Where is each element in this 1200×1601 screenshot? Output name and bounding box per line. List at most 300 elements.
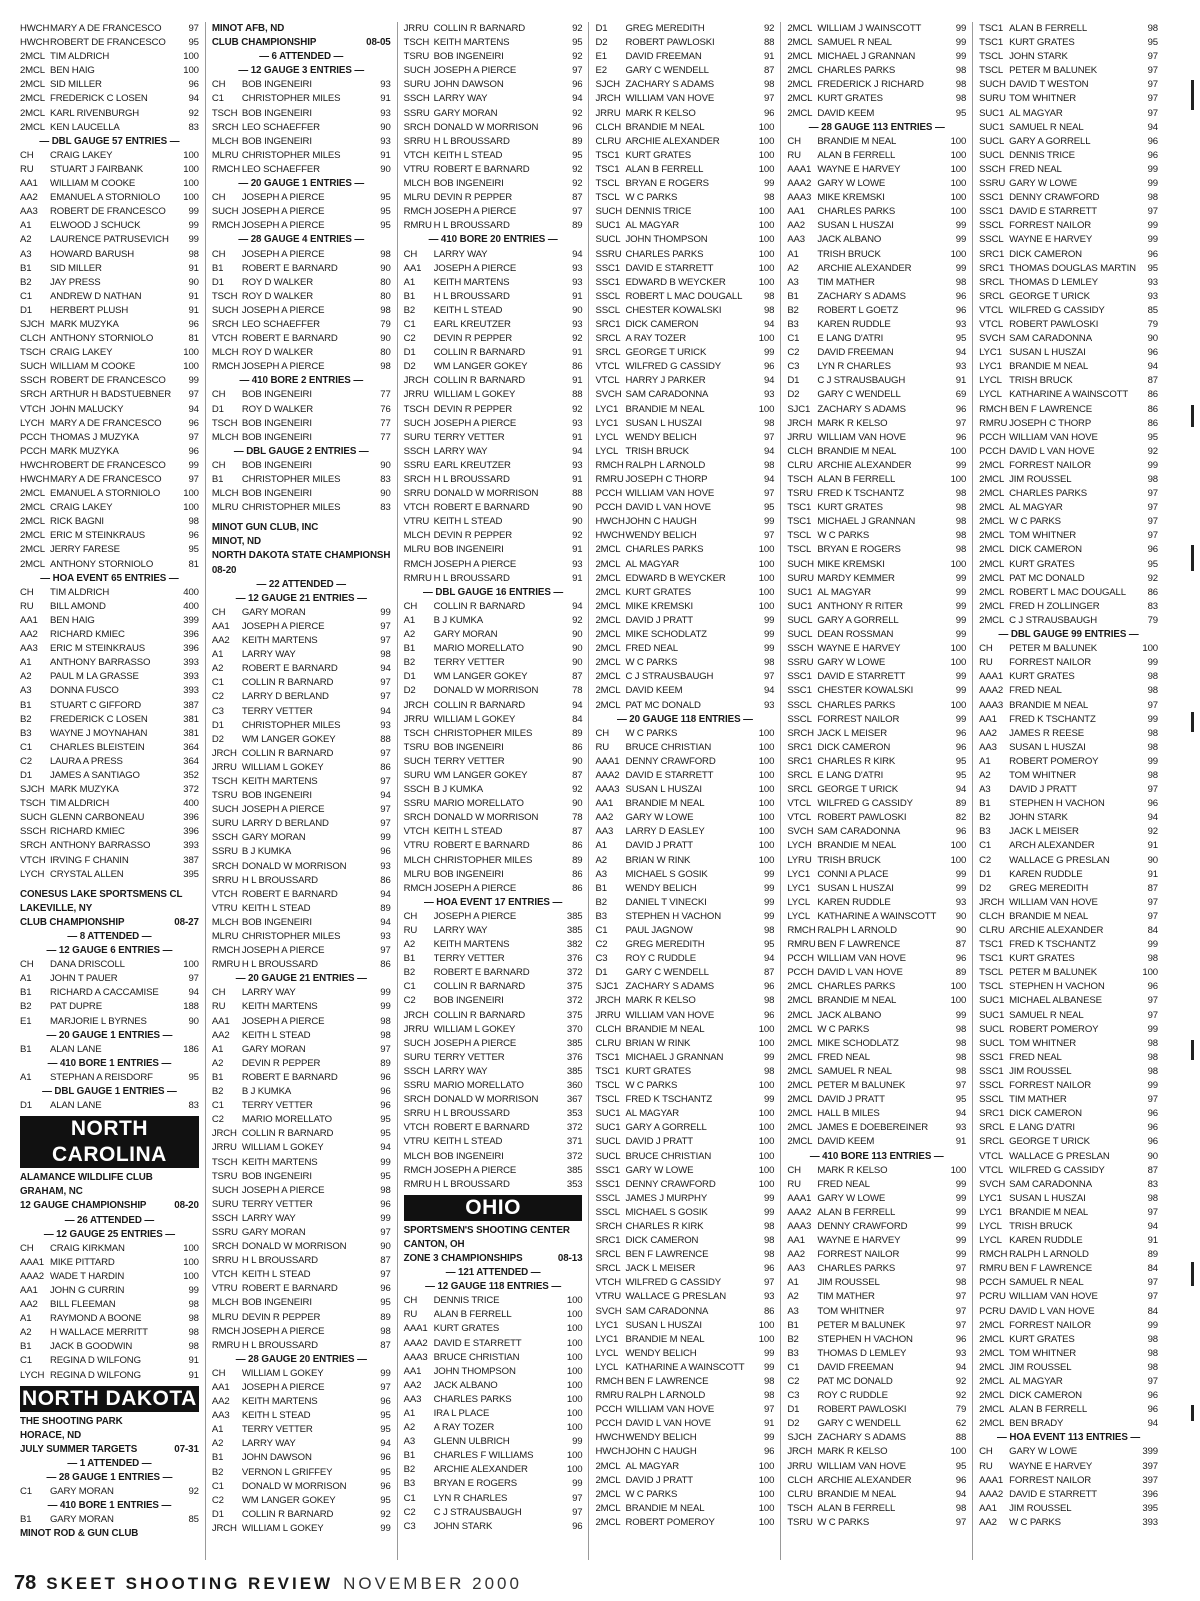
- score: 94: [763, 375, 775, 387]
- shooter-name: GARY MORAN: [241, 832, 306, 844]
- result-row: [787, 896, 966, 910]
- result-row: [979, 684, 1158, 698]
- shooter-name: DAVID L VAN HOVE: [625, 502, 711, 514]
- class-code: A1: [20, 1313, 32, 1325]
- class-code: AA2: [979, 727, 997, 739]
- shooter-name: KEITH L STEAD: [433, 826, 503, 838]
- score: 100: [566, 1323, 583, 1335]
- class-code: SSCL: [595, 304, 620, 316]
- class-code: RMCH: [211, 220, 241, 232]
- class-code: JRCH: [595, 93, 621, 105]
- class-code: VTRU: [403, 840, 430, 852]
- class-code: JRRU: [211, 1142, 237, 1154]
- club-header: [20, 1527, 199, 1541]
- result-row: [404, 1121, 583, 1135]
- shooter-name: ROY D WALKER: [241, 403, 314, 415]
- class-code: RMCH: [211, 945, 241, 957]
- shooter-name: CHARLES BLEISTEIN: [50, 741, 145, 753]
- class-code: SRCL: [595, 1263, 621, 1275]
- class-code: 2MCL: [979, 572, 1005, 584]
- shooter-name: LARRY WAY: [241, 1212, 296, 1224]
- shooter-name: ZACHARY S ADAMS: [817, 1432, 906, 1444]
- class-code: C3: [787, 1390, 800, 1402]
- result-row: [787, 966, 966, 980]
- result-row: [20, 741, 199, 755]
- score: 96: [380, 1198, 391, 1210]
- class-code: CH: [20, 959, 34, 971]
- shooter-name: LEO SCHAEFFER: [241, 318, 320, 330]
- class-code: 2MCL: [595, 544, 621, 556]
- shooter-name: ROY C RUDDLE: [625, 953, 697, 965]
- class-code: A3: [20, 248, 32, 260]
- shooter-name: H L BROUSSARD: [241, 1255, 318, 1267]
- class-code: VTRU: [403, 163, 430, 175]
- result-row: [787, 811, 966, 825]
- shooter-name: ROY D WALKER: [241, 276, 314, 288]
- score: 91: [380, 93, 391, 105]
- event-header: — 22 ATTENDED —: [256, 578, 346, 590]
- event-header: — 20 GAUGE 21 ENTRIES —: [235, 973, 367, 985]
- result-row: [212, 1113, 391, 1127]
- class-code: JRRU: [595, 107, 621, 119]
- result-row: [979, 1445, 1158, 1459]
- shooter-name: MIKE KREMSKI: [625, 600, 693, 612]
- shooter-name: BOB INGENEIRI: [433, 741, 504, 753]
- score: 97: [763, 1277, 775, 1289]
- score: 352: [183, 769, 199, 781]
- result-row: [595, 1192, 774, 1206]
- result-row: [20, 600, 199, 614]
- score: 97: [1147, 1376, 1158, 1387]
- club-header-text: 12 GAUGE CHAMPIONSHIP: [20, 1200, 147, 1212]
- result-row: [979, 938, 1158, 952]
- class-code: VTCL: [787, 798, 812, 810]
- shooter-name: ROBERT E BARNARD: [433, 163, 530, 175]
- event-header: — 410 BORE 113 ENTRIES —: [809, 1150, 944, 1162]
- shooter-name: EARL KREUTZER: [433, 318, 511, 330]
- score: 98: [955, 1277, 967, 1289]
- class-code: AA3: [20, 206, 38, 218]
- class-code: SSCH: [211, 832, 238, 844]
- score: 100: [183, 1242, 199, 1254]
- shooter-name: RALPH L ARNOLD: [625, 1390, 706, 1402]
- shooter-name: H L BROUSSARD: [433, 1108, 510, 1120]
- class-code: SVCH: [979, 1178, 1006, 1190]
- shooter-name: BEN F LAWRENCE: [625, 1376, 709, 1387]
- shooter-name: MARIO MORELLATO: [433, 1080, 524, 1092]
- class-code: SRCL: [979, 1136, 1005, 1148]
- class-code: CH: [20, 149, 34, 161]
- result-row: [787, 332, 966, 346]
- shooter-name: GARY MORAN: [241, 1226, 306, 1238]
- result-row: [212, 1395, 391, 1409]
- shooter-name: ZACHARY S ADAMS: [817, 290, 906, 302]
- shooter-name: GARY A GORRELL: [817, 614, 899, 626]
- score: 99: [763, 1432, 775, 1444]
- class-code: SRCL: [787, 784, 813, 796]
- result-row: [979, 36, 1158, 50]
- result-row: [787, 656, 966, 670]
- result-row: [595, 825, 774, 839]
- shooter-name: WILFRED G CASSIDY: [625, 361, 722, 373]
- class-code: 2MCL: [595, 1488, 621, 1500]
- class-code: B1: [211, 1452, 224, 1464]
- result-row: [20, 769, 199, 783]
- shooter-name: MARK MUZYKA: [50, 445, 119, 457]
- score: 99: [763, 614, 775, 626]
- shooter-name: THOMAS J MUZYKA: [50, 431, 139, 443]
- score: 94: [955, 347, 967, 359]
- shooter-name: REGINA D WILFONG: [50, 1355, 141, 1367]
- score: 100: [950, 981, 967, 993]
- class-code: A1: [20, 1071, 32, 1083]
- class-code: SRCH: [20, 389, 47, 401]
- score: 367: [566, 1094, 583, 1106]
- class-code: AAA2: [787, 178, 812, 190]
- score: 87: [763, 967, 775, 979]
- shooter-name: DICK CAMERON: [1009, 1108, 1082, 1120]
- class-code: A1: [979, 755, 991, 767]
- score: 93: [572, 417, 583, 429]
- class-code: 2MCL: [979, 586, 1005, 598]
- score: 98: [1147, 953, 1158, 965]
- class-code: SSCH: [787, 643, 814, 655]
- class-code: SRC1: [979, 1108, 1005, 1120]
- event-header: — 28 GAUGE 113 ENTRIES —: [808, 121, 945, 133]
- result-row: [595, 854, 774, 868]
- shooter-name: KEITH MARTENS: [241, 775, 318, 787]
- class-code: TSRU: [787, 488, 813, 500]
- result-row: [20, 727, 199, 741]
- class-code: RU: [403, 925, 418, 936]
- class-code: A1: [403, 1408, 416, 1419]
- class-code: 2MCL: [595, 1516, 621, 1528]
- result-row: [212, 1127, 391, 1141]
- score: 96: [763, 981, 775, 993]
- result-row: [212, 121, 391, 135]
- result-row: [212, 1057, 391, 1071]
- event-header: — 12 GAUGE 118 ENTRIES —: [425, 1281, 562, 1293]
- score: 188: [183, 1001, 199, 1013]
- result-row: [212, 1184, 391, 1198]
- event-header: — DBL GAUGE 99 ENTRIES —: [998, 629, 1139, 641]
- result-row: [212, 1508, 391, 1522]
- class-code: CH: [979, 1446, 993, 1458]
- class-code: B1: [20, 1341, 32, 1353]
- shooter-name: W C PARKS: [1009, 516, 1061, 528]
- class-code: AAA2: [595, 769, 620, 781]
- shooter-name: HERBERT PLUSH: [50, 304, 129, 316]
- shooter-name: E LANG D'ATRI: [817, 333, 884, 345]
- result-row: [787, 403, 966, 417]
- score: 83: [188, 121, 199, 133]
- class-code: TSCH: [20, 798, 46, 810]
- shooter-name: GARY W LOWE: [1009, 178, 1077, 190]
- result-row: [212, 92, 391, 106]
- class-code: A3: [595, 868, 607, 880]
- score: 98: [955, 1065, 967, 1077]
- class-code: TSCH: [787, 1502, 813, 1514]
- score: 90: [1147, 854, 1158, 866]
- class-code: SRRU: [403, 488, 431, 500]
- shooter-name: W C PARKS: [625, 192, 678, 204]
- result-row: [787, 755, 966, 769]
- shooter-name: WAYNE E HARVEY: [817, 1235, 901, 1247]
- score: 93: [380, 79, 391, 91]
- result-row: [212, 1381, 391, 1395]
- class-code: 2MCL: [979, 530, 1005, 542]
- result-row: [979, 1234, 1158, 1248]
- result-row: [20, 811, 199, 825]
- shooter-name: KEITH MARTENS: [433, 939, 510, 951]
- shooter-name: MICHAEL ALBANESE: [1009, 995, 1102, 1007]
- class-code: MLCH: [403, 854, 431, 866]
- class-code: PCCH: [787, 953, 814, 965]
- event-header: — HOA EVENT 65 ENTRIES —: [40, 572, 179, 584]
- shooter-name: COLLIN R BARNARD: [433, 600, 526, 612]
- class-code: A1: [403, 276, 416, 288]
- score: 95: [188, 37, 199, 49]
- score: 100: [758, 812, 775, 824]
- class-code: A2: [403, 629, 416, 641]
- magazine-title: SKEET SHOOTING REVIEW: [46, 1574, 334, 1593]
- shooter-name: SUSAN L HUSZAI: [1009, 347, 1086, 359]
- class-code: VTRU: [595, 1291, 622, 1303]
- result-row: [20, 797, 199, 811]
- result-row: [595, 938, 774, 952]
- score: 99: [763, 896, 775, 908]
- score: 98: [955, 530, 967, 542]
- result-row: [20, 529, 199, 543]
- shooter-name: DICK CAMERON: [817, 741, 891, 753]
- class-code: 2MCL: [979, 600, 1005, 612]
- score: 90: [572, 304, 583, 316]
- shooter-name: DONALD W MORRISON: [433, 121, 539, 133]
- event-date: 08-05: [366, 37, 391, 49]
- shooter-name: ROY D WALKER: [241, 347, 314, 359]
- score: 92: [572, 403, 583, 415]
- result-row: [595, 656, 774, 670]
- shooter-name: CRYSTAL ALLEN: [50, 868, 124, 880]
- score: 95: [188, 1071, 199, 1083]
- class-code: 2MCL: [20, 502, 45, 514]
- shooter-name: JOSEPH A PIERCE: [241, 1015, 325, 1027]
- class-code: SSRU: [403, 107, 430, 119]
- score: 98: [1147, 727, 1158, 739]
- score: 94: [380, 790, 391, 802]
- class-code: D1: [403, 347, 416, 359]
- class-code: RMCH: [595, 459, 624, 471]
- shooter-name: CHRISTOPHER MILES: [433, 727, 533, 739]
- score: 99: [1147, 234, 1158, 246]
- result-row: [212, 205, 391, 219]
- result-row: [20, 755, 199, 769]
- shooter-name: DAVID FREEMAN: [817, 347, 894, 359]
- score: 91: [380, 149, 391, 161]
- class-code: SSCH: [20, 375, 47, 387]
- shooter-name: JOHN T PAUER: [50, 973, 118, 985]
- result-row: [979, 219, 1158, 233]
- score: 95: [1147, 37, 1158, 49]
- result-row: [20, 445, 199, 459]
- result-row: [404, 388, 583, 402]
- class-code: A1: [595, 840, 607, 852]
- score: 91: [1147, 868, 1158, 880]
- score: 94: [1147, 121, 1158, 133]
- score: 98: [188, 1341, 199, 1353]
- score: 397: [1142, 1460, 1158, 1472]
- shooter-name: TERRY VETTER: [433, 657, 505, 669]
- score: 84: [1147, 925, 1158, 936]
- event-header: — DBL GAUGE 16 ENTRIES —: [423, 586, 564, 598]
- result-row: [595, 670, 774, 684]
- score: 98: [1147, 1192, 1158, 1204]
- class-code: TSCL: [787, 544, 812, 556]
- class-code: 2MCL: [595, 1460, 621, 1472]
- class-code: 2MCL: [20, 121, 45, 133]
- result-row: [212, 431, 391, 445]
- result-row: [20, 868, 199, 882]
- shooter-name: HARRY J PARKER: [625, 375, 706, 387]
- score: 100: [758, 1150, 775, 1162]
- class-code: A1: [211, 1043, 224, 1055]
- shooter-name: WALLACE G PRESLAN: [1009, 1150, 1110, 1162]
- result-row: [979, 1417, 1158, 1431]
- shooter-name: ZACHARY S ADAMS: [625, 981, 715, 993]
- class-code: LYC1: [979, 347, 1002, 359]
- score: 99: [955, 459, 967, 471]
- shooter-name: GARY C WENDELL: [817, 389, 901, 401]
- score: 100: [950, 178, 967, 190]
- result-row: [787, 1290, 966, 1304]
- class-code: B3: [787, 318, 799, 330]
- shooter-name: FRED K TSCHANTZ: [817, 488, 904, 500]
- score: 396: [183, 629, 199, 641]
- class-code: SSCH: [403, 93, 430, 105]
- shooter-name: GARY C WENDELL: [625, 967, 709, 979]
- score: 95: [955, 1094, 967, 1106]
- shooter-name: WILLIAM J WAINSCOTT: [817, 23, 922, 34]
- shooter-name: GEORGE T URICK: [625, 347, 707, 359]
- shooter-name: TIM MATHER: [1009, 1094, 1067, 1106]
- shooter-name: MARIO MORELLATO: [241, 1114, 332, 1126]
- result-row: [595, 1445, 774, 1459]
- result-row: [595, 924, 774, 938]
- class-code: D2: [787, 1418, 800, 1430]
- score: 95: [188, 544, 199, 556]
- issue-date: NOVEMBER 2000: [343, 1574, 522, 1593]
- class-code: A2: [20, 1327, 32, 1339]
- result-row: [404, 374, 583, 388]
- class-code: 2MCL: [787, 1122, 813, 1134]
- score: 90: [380, 333, 391, 345]
- score: 99: [380, 987, 391, 999]
- class-code: CLRU: [787, 459, 813, 471]
- club-header: [212, 549, 391, 563]
- shooter-name: WENDY BELICH: [625, 431, 697, 443]
- result-row: [404, 572, 583, 586]
- class-code: AA1: [787, 206, 805, 218]
- result-row: [212, 318, 391, 332]
- shooter-name: KURT GRATES: [625, 586, 692, 598]
- result-row: [787, 248, 966, 262]
- shooter-name: ROBERT PAWLOSKI: [625, 37, 715, 49]
- score: 80: [380, 347, 391, 359]
- result-row: [787, 1121, 966, 1135]
- result-row: [595, 1460, 774, 1474]
- shooter-name: DEVIN R PEPPER: [433, 333, 513, 345]
- class-code: CH: [211, 248, 226, 260]
- result-row: [979, 121, 1158, 135]
- result-row: [212, 606, 391, 620]
- class-code: SUCL: [979, 1023, 1005, 1035]
- score: 95: [763, 502, 775, 514]
- result-row: [787, 1319, 966, 1333]
- score: 98: [380, 248, 391, 260]
- score: 92: [763, 23, 775, 34]
- score: 98: [763, 657, 775, 669]
- result-row: [404, 22, 583, 36]
- shooter-name: WENDY BELICH: [625, 882, 697, 894]
- class-code: C1: [211, 1100, 224, 1112]
- score: 98: [763, 290, 775, 302]
- class-code: CH: [211, 79, 226, 91]
- class-code: 2MCL: [979, 614, 1005, 626]
- score: 96: [380, 1452, 391, 1464]
- shooter-name: ROBERT POMEROY: [625, 1516, 715, 1528]
- score: 98: [955, 65, 967, 77]
- shooter-name: BRUCE CHRISTIAN: [625, 1150, 712, 1162]
- shooter-name: STEPHEN H VACHON: [1009, 798, 1105, 810]
- shooter-name: DICK CAMERON: [1009, 544, 1082, 556]
- shooter-name: CHRISTOPHER MILES: [241, 502, 341, 514]
- shooter-name: ALAN B FERRELL: [817, 1206, 896, 1218]
- score: 100: [758, 121, 775, 133]
- shooter-name: SUSAN L HUSZAI: [817, 882, 894, 894]
- shooter-name: TOM WHITNER: [1009, 93, 1077, 105]
- shooter-name: JOHN THOMPSON: [625, 234, 708, 246]
- shooter-name: ELWOOD J SCHUCK: [50, 220, 141, 232]
- class-code: SUC1: [979, 107, 1005, 119]
- club-header: [212, 22, 391, 36]
- result-row: [979, 1361, 1158, 1375]
- club-header-text: ALAMANCE WILDLIFE CLUB: [20, 1172, 153, 1184]
- score: 98: [763, 304, 775, 316]
- class-code: D2: [211, 733, 224, 745]
- score: 100: [758, 1502, 775, 1514]
- class-code: TSCH: [403, 37, 430, 49]
- result-row: [212, 930, 391, 944]
- result-row: [212, 149, 391, 163]
- score: 89: [955, 967, 967, 979]
- result-row: [404, 1135, 583, 1149]
- shooter-name: PETER M BALUNEK: [817, 1080, 906, 1092]
- class-code: SSRU: [403, 459, 430, 471]
- shooter-name: C J STRAUSBAUGH: [433, 1506, 522, 1518]
- result-row: [787, 1417, 966, 1431]
- class-code: A3: [403, 1436, 416, 1448]
- shooter-name: DONNA FUSCO: [50, 685, 119, 697]
- class-code: SSCL: [787, 713, 812, 725]
- shooter-name: ROBERT E BARNARD: [241, 262, 338, 274]
- shooter-name: DICK CAMERON: [1009, 1390, 1082, 1402]
- score: 86: [763, 1305, 775, 1317]
- result-row: [404, 1308, 583, 1322]
- score: 92: [188, 1486, 199, 1498]
- shooter-name: KURT GRATES: [1009, 671, 1075, 683]
- shooter-name: JOSEPH A PIERCE: [241, 192, 325, 204]
- score: 95: [380, 1297, 391, 1309]
